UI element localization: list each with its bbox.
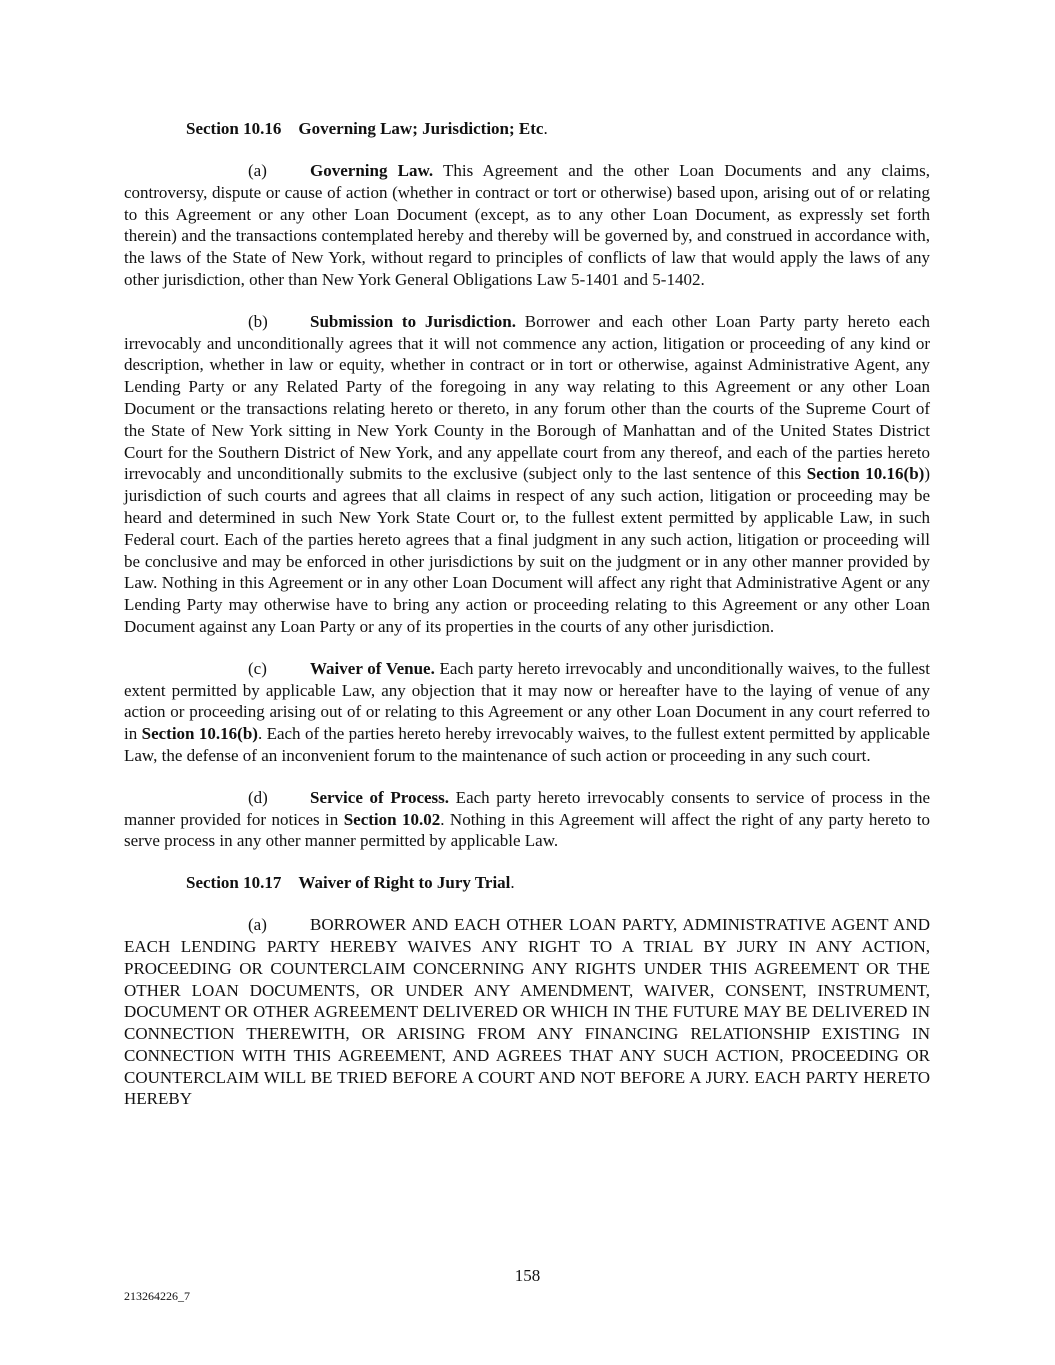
paragraph-label: (a) [248,161,267,180]
document-id: 213264226_7 [124,1289,190,1303]
paragraph-label: (b) [248,311,268,331]
paragraph-waiver-of-venue [124,658,930,767]
section-reference: Section 10.02 [343,809,441,829]
paragraph-text: Each party hereto irrevocably and unconditionally waives, to the fullest extent permitted by applicable Law, any objection that it may now or hereafter have to the laying of venue of any action or proceeding arising out of or relating to this Agreement or any other Loan Document in any court referred to in [124,658,930,744]
paragraph-text: . Nothing in this Agreement will affect the right of any party hereto to serve process in any other manner permitted by applicable Law. [124,809,931,851]
paragraph-title: Submission to Jurisdiction. [310,311,516,331]
paragraph-label: (d) [248,787,268,807]
paragraph-label: (a) [248,915,267,935]
section-title: Waiver of Right to Jury Trial [298,873,511,893]
paragraph-text: . Each of the parties hereto hereby irrevocably waives, to the fullest extent permitted by applicable Law, the defense of an inconvenient forum to the maintenance of such action or proceeding in any such court. [124,724,930,765]
paragraph-governing-law [124,160,930,291]
section-10-17-heading: Section 10.17 Waiver of Right to Jury Trial. [186,873,515,893]
paragraph-title: Waiver of Venue. [310,658,435,678]
section-reference: Section 10.16(b) [806,464,925,484]
paragraph-service-of-process [124,787,930,852]
page-number: 158 [514,1266,541,1285]
paragraph-jury-waiver [124,914,930,1110]
paragraph-title: Governing Law. [310,161,434,180]
section-title: Governing Law; Jurisdiction; Etc [298,119,544,138]
paragraph-title: Service of Process. [310,787,450,807]
paragraph-text: Each party hereto irrevocably consents to service of process in the manner provided for notices in [124,787,931,829]
paragraph-text: This Agreement and the other Loan Documents and any claims, controversy, dispute or cause of action (whether in contract or tort or otherwise) based upon, arising out of or relating to this Agreement or any other Loan Document (except, as to any other Loan Document, as expressly set forth therein) and the transactions contemplated hereby and thereby will be governed by, and construed in accordance with, the laws of the State of New York, without regard to principles of conflicts of law that would apply the laws of any other jurisdiction, other than New York General Obligations Law 5-1401 and 5-1402. [124,161,931,289]
section-number: Section 10.16 [186,119,282,138]
paragraph-submission-to-jurisdiction [124,311,930,638]
paragraph-text: BORROWER AND EACH OTHER LOAN PARTY, ADMINISTRATIVE AGENT AND EACH LENDING PARTY HEREBY WAIVES ANY RIGHT TO A TRIAL BY JURY IN ANY ACTION, PROCEEDING OR COUNTERCLAIM CONCERNING ANY RIGHTS UNDER THIS AGREEMENT OR THE OTHER LOAN DOCUMENTS, OR UNDER ANY AMENDMENT, WAIVER, CONSENT, INSTRUMENT, DOCUMENT OR OTHER AGREEMENT DELIVERED OR WHICH IN THE FUTURE MAY BE DELIVERED IN CONNECTION THEREWITH, OR ARISING FROM ANY FINANCING RELATIONSHIP EXISTING IN CONNECTION WITH THIS AGREEMENT, AND AGREES THAT ANY SUCH ACTION, PROCEEDING OR COUNTERCLAIM WILL BE TRIED BEFORE A COURT AND NOT BEFORE A JURY. EACH PARTY HERETO HEREBY [124,915,930,1109]
document-page [124,118,930,1130]
section-10-16-heading: Section 10.16 Governing Law; Jurisdiction; Etc. [186,119,548,138]
section-number: Section 10.17 [186,873,282,893]
paragraph-text: Borrower and each other Loan Party party hereto each irrevocably and unconditionally agrees that it will not commence any action, litigation or proceeding of any kind or description, whether in law or equity, whether in contract or in tort or otherwise, against Administrative Agent, any Lending Party or any Related Party of the foregoing in any way relating to this Agreement or any other Loan Document or the transactions relating hereto or thereto, in any forum other than the courts of the Supreme Court of the State of New York sitting in New York County in the Borough of Manhattan and of the United States District Court for the Southern District of New York, and any appellate court from any thereof, and each of the parties hereto irrevocably and unconditionally submits to the exclusive (subject only to the last sentence of this [124,311,930,484]
paragraph-label: (c) [248,658,267,678]
section-reference: Section 10.16(b) [141,724,258,744]
paragraph-text: ) jurisdiction of such courts and agrees that all claims in respect of any such action, litigation or proceeding may be heard and determined in such New York State Court or, to the fullest extent permitted by applicable Law, in such Federal court. Each of the parties hereto agrees that a final judgment in any such action, litigation or proceeding will be conclusive and may be enforced in other jurisdictions by suit on the judgment or in any other manner provided by Law. Nothing in this Agreement or in any other Loan Document will affect any right that Administrative Agent or any Lending Party may otherwise have to bring any action or proceeding relating to this Agreement or any other Loan Document against any Loan Party or any of its properties in the courts of any other jurisdiction. [124,464,930,636]
